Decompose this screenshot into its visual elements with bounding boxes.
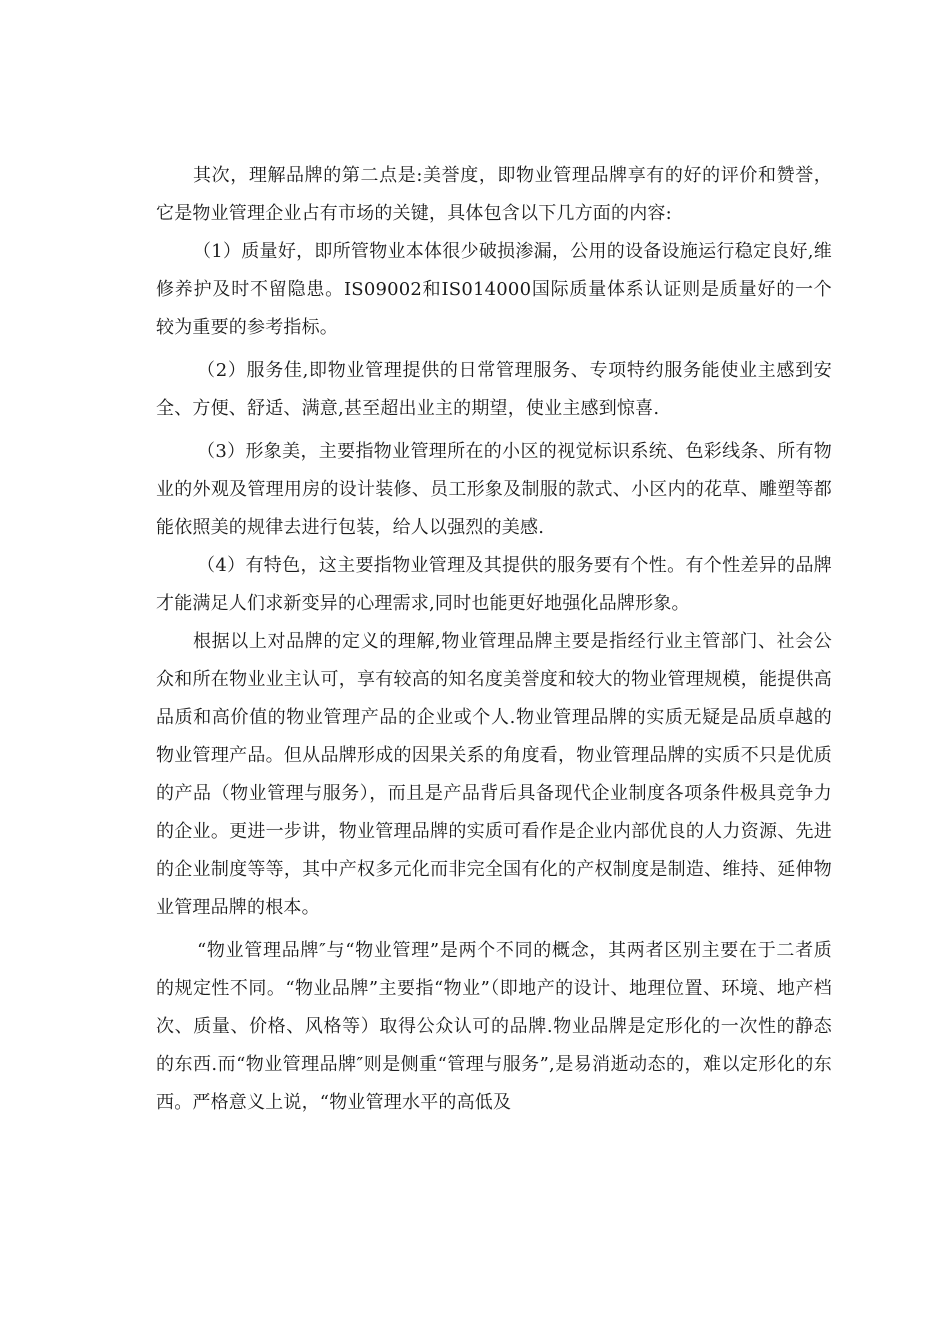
paragraph-image: （3）形象美，主要指物业管理所在的小区的视觉标识系统、色彩线条、所有物业的外观及管理用房的设计装修、员工形象及制服的款式、小区内的花草、雕塑等都能依照美的规律去进行包装，给人以强烈的美感. — [156, 441, 832, 538]
paragraph-reputation-intro: 其次，理解品牌的第二点是:美誉度，即物业管理品牌享有的好的评价和赞誉，它是物业管理企业占有市场的关键，具体包含以下几方面的内容: — [156, 165, 832, 224]
paragraph-feature: （4）有特色，这主要指物业管理及其提供的服务要有个性。有个性差异的品牌才能满足人们求新变异的心理需求,同时也能更好地强化品牌形象。 — [156, 555, 832, 614]
paragraph-brand-definition: 根据以上对品牌的定义的理解,物业管理品牌主要是指经行业主管部门、社会公众和所在物业业主认可，享有较高的知名度美誉度和较大的物业管理规模，能提供高品质和高价值的物业管理产品的企业或个人.物业管理品牌的实质无疑是品质卓越的物业管理产品。但从品牌形成的因果关系的角度看，物业管理品牌的实质不只是优质的产品（物业管理与服务），而且是产品背后具备现代企业制度各项条件极具竞争力的企业。更进一步讲，物业管理品牌的实质可看作是企业内部优良的人力资源、先进的企业制度等等，其中产权多元化而非完全国有化的产权制度是制造、维持、延伸物业管理品牌的根本。 — [156, 631, 832, 918]
document-body — [156, 157, 832, 1122]
paragraph-service: （2）服务佳,即物业管理提供的日常管理服务、专项特约服务能使业主感到安全、方便、舒适、满意,甚至超出业主的期望，使业主感到惊喜. — [156, 360, 832, 419]
paragraph-brand-difference: “物业管理品牌″与“物业管理”是两个不同的概念，其两者区别主要在于二者质的规定性不同。“物业品牌”主要指“物业”（即地产的设计、地理位置、环境、地产档次、质量、价格、风格等）取得公众认可的品牌.物业品牌是定形化的一次性的静态的东西.而“物业管理品牌″则是侧重“管理与服务”,是易消逝动态的，难以定形化的东西。严格意义上说，“物业管理水平的高低及 — [156, 940, 832, 1113]
paragraph-quality: （1）质量好，即所管物业本体很少破损渗漏，公用的设备设施运行稳定良好,维修养护及时不留隐患。IS09002和IS014000国际质量体系认证则是质量好的一个较为重要的参考指标。 — [156, 241, 832, 338]
